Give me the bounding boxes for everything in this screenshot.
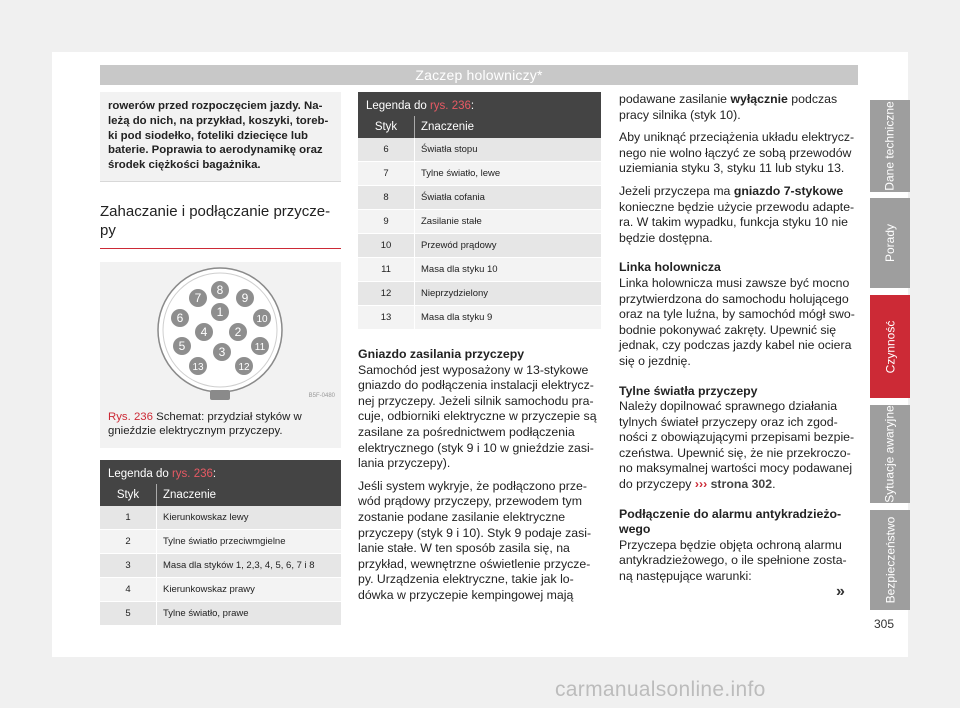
paragraph	[619, 184, 863, 246]
link-text: strona 302	[710, 477, 773, 492]
text-run: Jeżeli przyczepa ma	[619, 183, 731, 198]
cell-styk: 5	[100, 602, 157, 625]
table-row	[358, 210, 601, 234]
cell-znaczenie: Światła stopu	[421, 144, 478, 155]
heading-alarm: Podłączenie do alarmu antykradzieżo- wego	[619, 506, 842, 537]
column-left	[100, 92, 341, 626]
table-row	[358, 282, 601, 306]
socket-pin-label: 10	[256, 313, 268, 325]
intro-text: rowerów przed rozpoczęciem jazdy. Na- leżą do nich, na przykład, koszyki, toreb- ki pod siodełko, foteliki dziecięce lub baterie. Poprawia to aerodynamikę oraz środek ciężkości bagażnika.	[108, 100, 329, 172]
table-row	[100, 602, 341, 626]
table-row	[358, 186, 601, 210]
socket-pin-label: 3	[218, 344, 226, 359]
cell-znaczenie: Nieprzydzielony	[421, 288, 489, 299]
table-row	[358, 162, 601, 186]
header-title: Zaczep holowniczy*	[415, 67, 543, 83]
table-row	[358, 306, 601, 330]
cell-styk: 9	[358, 210, 415, 233]
figure-caption-text: Schemat: przydział styków w gnieździe elektrycznym przyczepy.	[108, 410, 302, 437]
socket-pin-label: 5	[178, 338, 186, 353]
page-link[interactable]	[695, 477, 772, 491]
socket-pin-label: 1	[216, 304, 224, 319]
cell-znaczenie: Zasilanie stałe	[421, 216, 482, 227]
table-row	[358, 138, 601, 162]
text-bold: wyłącznie	[730, 92, 788, 106]
cell-styk: 3	[100, 554, 157, 577]
table-row	[100, 578, 341, 602]
legend-ref[interactable]: rys. 236	[429, 100, 471, 112]
figure-caption	[100, 404, 341, 448]
side-tab-label: Dane techniczne	[883, 101, 898, 191]
text-run: konieczne będzie użycie przewodu adapte- ra. W takim wypadku, funkcja styku 10 nie będzie dostępna.	[619, 199, 855, 245]
paragraph: Samochód jest wyposażony w 13-stykowe gniazdo do podłączenia instalacji elektrycz- nej przyczepy. Jeżeli silnik samochodu pra- cuje, odbiorniki elektryczne w przyczepie są zasilane za pośrednictwem podłączenia elektrycznego (styk 9 i 10 w gnieździe zasi- lania przyczepy).	[358, 362, 597, 471]
socket-pin-label: 4	[200, 324, 208, 339]
paragraph	[619, 399, 863, 493]
paragraph: Aby uniknąć przeciążenia układu elektrycz- nego nie wolno łączyć ze sobą przewodów uziemiania styku 3, styku 11 lub styku 13.	[619, 130, 855, 176]
cell-znaczenie: Masa dla styku 9	[421, 312, 493, 323]
socket-diagram	[100, 262, 341, 404]
link-arrow-icon: ›››	[694, 477, 708, 492]
section-title-text: Zahaczanie i podłączanie przycze- py	[100, 202, 331, 239]
legend-heading	[358, 92, 601, 116]
socket-pin-label: 8	[216, 282, 224, 297]
figure-ref[interactable]: Rys. 236	[108, 410, 153, 423]
table-row	[100, 506, 341, 530]
continue-icon: »	[836, 583, 845, 600]
page-number: 305	[874, 617, 895, 631]
cell-styk: 12	[358, 282, 415, 305]
paragraph: Linka holownicza musi zawsze być mocno przytwierdzona do samochodu holującego oraz na tyle luźna, by samochód mógł swo- bodnie pokonywać zakręty. Upewnić się jednak, czy podczas jazdy kabel nie ociera się o jezdnię.	[619, 275, 855, 368]
legend-columns	[100, 484, 341, 506]
legend-title: Legenda do	[366, 100, 427, 112]
paragraph: Przyczepa będzie objęta ochroną alarmu antykradzieżowego, o ile spełnione zosta- ną następujące warunki:	[619, 537, 847, 584]
col-header-styk: Styk	[358, 116, 415, 138]
table-row	[358, 258, 601, 282]
heading-tow-cable: Linka holownicza	[619, 260, 721, 275]
legend-columns	[358, 116, 601, 138]
col-header-znaczenie: Znaczenie	[421, 121, 475, 133]
col-header-znaczenie: Znaczenie	[163, 488, 217, 501]
cell-znaczenie: Kierunkowskaz lewy	[163, 511, 249, 523]
cell-znaczenie: Światła cofania	[421, 192, 485, 203]
legend-heading	[100, 460, 341, 484]
cell-styk: 13	[358, 306, 415, 329]
table-row	[100, 554, 341, 578]
page-header	[100, 65, 858, 85]
socket-pin-label: 6	[176, 310, 184, 325]
section-title	[100, 202, 341, 249]
socket-pin-label: 9	[241, 290, 249, 305]
side-tab[interactable]	[870, 295, 910, 398]
text-run: podczas pracy silnika (styk 10).	[619, 92, 838, 122]
cell-znaczenie: Tylne światło, prawe	[163, 607, 249, 619]
side-tab[interactable]	[870, 198, 910, 288]
socket-pin-label: 12	[238, 361, 250, 373]
legend-title: Legenda do	[108, 467, 169, 480]
side-tab[interactable]	[870, 100, 910, 192]
cell-znaczenie: Kierunkowskaz prawy	[163, 583, 255, 595]
cell-styk: 11	[358, 258, 415, 281]
socket-pin-label: 13	[192, 361, 204, 373]
col-header-styk: Styk	[100, 484, 157, 506]
table-row	[100, 530, 341, 554]
legend-table-b	[358, 92, 601, 330]
text-run: Należy dopilnować sprawnego działania tylnych świateł przyczepy oraz ich zgod- ności z obowiązującymi przepisami bezpie- czeństwa. Upewnić się, że nie przekroczo- no maksymalnej wartości mocy podawanej do przyczepy	[619, 399, 855, 492]
side-tab-label: Czynność	[883, 320, 897, 373]
table-row	[358, 234, 601, 258]
cell-styk: 8	[358, 186, 415, 209]
socket-pin-label: 7	[194, 290, 202, 305]
side-tab[interactable]	[870, 510, 910, 610]
side-tab[interactable]	[870, 405, 910, 503]
cell-znaczenie: Tylne światło przeciwmgielne	[163, 535, 286, 547]
paragraph: Jeśli system wykryje, że podłączono prze- wód prądowy przyczepy, przewodem tym zostanie podane zasilanie elektryczne przyczepy (styk 9 i 10). Styk 9 podaje zasi- lanie stałe. W ten sposób zasila się, na przykład, wewnętrzne oświetlenie przycze- py. Urządzenia elektryczne, takie jak lo- dówka w przyczepie kempingowej mają	[358, 478, 592, 602]
cell-styk: 1	[100, 506, 157, 529]
cell-styk: 4	[100, 578, 157, 601]
text-run: .	[772, 477, 776, 492]
column-right	[619, 92, 863, 592]
cell-znaczenie: Tylne światło, lewe	[421, 168, 501, 179]
legend-table-a	[100, 460, 341, 626]
heading-power-socket: Gniazdo zasilania przyczepy	[358, 347, 525, 361]
socket-pin-label: 2	[234, 324, 242, 339]
cell-znaczenie: Przewód prądowy	[421, 240, 497, 251]
cell-styk: 2	[100, 530, 157, 553]
heading-rear-lights: Tylne światła przyczepy	[619, 383, 758, 398]
cell-styk: 6	[358, 138, 415, 161]
side-tab-label: Bezpieczeństwo	[883, 516, 897, 604]
cell-znaczenie: Masa dla styków 1, 2,3, 4, 5, 6, 7 i 8	[163, 559, 315, 571]
socket-figure	[100, 262, 341, 404]
cell-styk: 10	[358, 234, 415, 257]
intro-box	[100, 92, 341, 182]
cell-styk: 7	[358, 162, 415, 185]
cell-znaczenie: Masa dla styku 10	[421, 264, 498, 275]
column-middle	[358, 92, 601, 611]
side-tab-label: Sytuacje awaryjne	[883, 405, 898, 503]
text-bold: gniazdo 7-stykowe	[733, 183, 844, 198]
legend-colon: :	[212, 467, 217, 480]
legend-colon: :	[470, 100, 475, 112]
watermark: carmanualsonline.info	[555, 678, 766, 701]
legend-ref[interactable]: rys. 236	[171, 467, 213, 480]
figure-code: B5F-0480	[308, 392, 335, 399]
text-run: podawane zasilanie	[619, 92, 728, 106]
paragraph	[619, 92, 863, 123]
socket-pin-label: 11	[254, 341, 266, 353]
side-tab-label: Porady	[883, 223, 897, 263]
